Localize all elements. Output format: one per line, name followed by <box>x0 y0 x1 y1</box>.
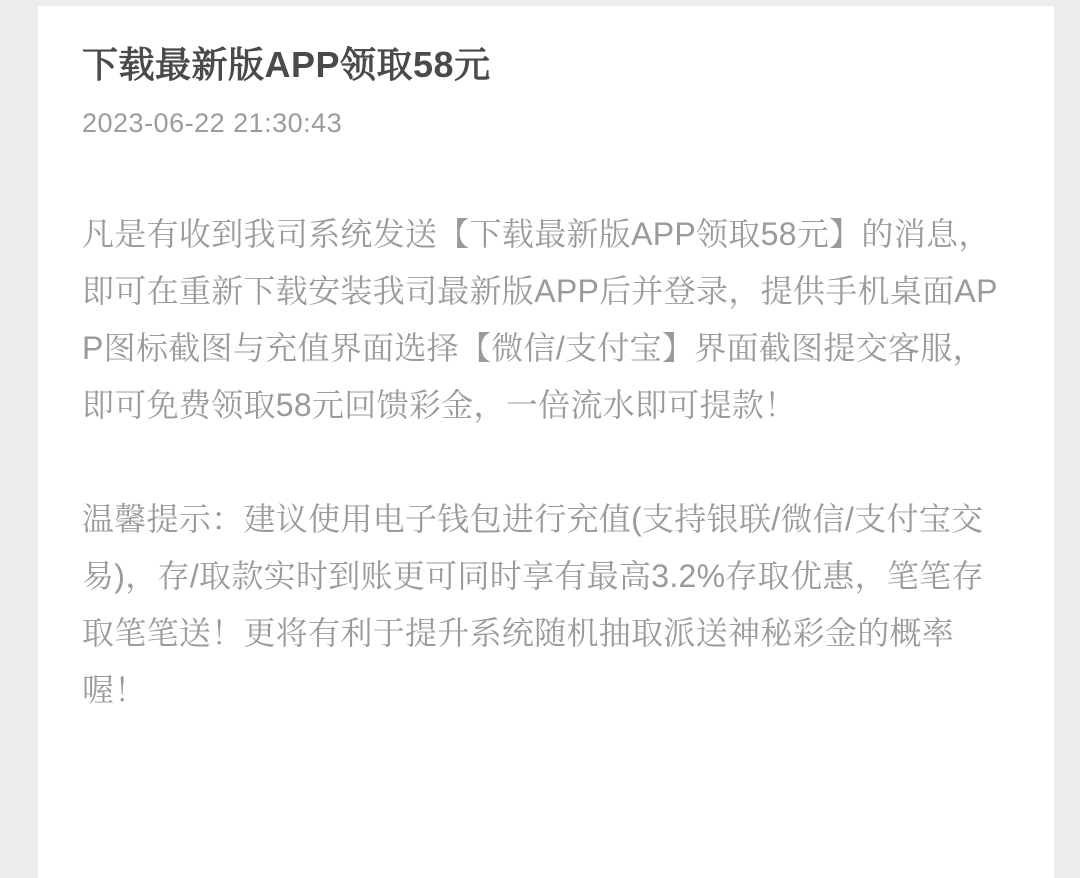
notice-timestamp: 2023-06-22 21:30:43 <box>82 108 343 138</box>
page-title: 下载最新版APP领取58元 <box>82 44 491 85</box>
notice-body <box>82 206 1010 719</box>
notice-paragraph-1: 凡是有收到我司系统发送【下载最新版APP领取58元】的消息，即可在重新下载安装我司最新版APP后并登录，提供手机桌面APP图标截图与充值界面选择【微信/支付宝】界面截图提交客服，即可免费领取58元回馈彩金，一倍流水即可提款！ <box>82 216 998 423</box>
notice-card <box>38 6 1054 878</box>
notice-paragraph-2: 温馨提示：建议使用电子钱包进行充值(支持银联/微信/支付宝交易)，存/取款实时到账更可同时享有最高3.2%存取优惠，笔笔存取笔笔送！更将有利于提升系统随机抽取派送神秘彩金的概率喔！ <box>82 501 984 708</box>
notice-content <box>38 6 1054 719</box>
